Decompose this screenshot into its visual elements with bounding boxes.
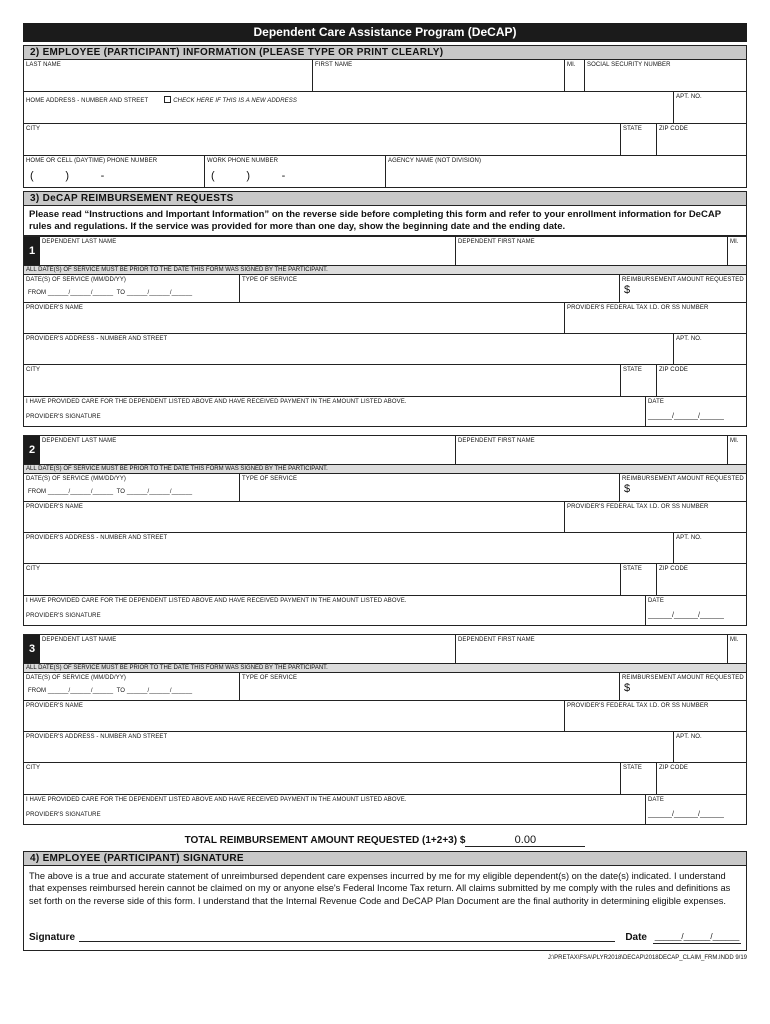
- instructions: Please read “Instructions and Important Information” on the reverse side before completing this form and refer to your enrollment information for DeCAP rules and regulations. If the service was provided for more than one day, show the beginning date and the ending date.: [23, 206, 747, 236]
- from-to-dates: FROM ______/______/______ TO ______/______/______: [28, 290, 193, 296]
- statement-box: [23, 866, 747, 951]
- provider-address-row: [23, 533, 747, 564]
- dollar-sign: $: [624, 682, 631, 694]
- provider-date-blank: ______/______/______: [648, 612, 724, 619]
- dependents-list: [23, 236, 747, 825]
- apt-label: APT. NO.: [676, 94, 702, 100]
- service-type-label: TYPE OF SERVICE: [242, 675, 298, 681]
- signature-line: [29, 931, 741, 944]
- provider-zip-field[interactable]: [657, 365, 746, 396]
- home-address-label-wrap: [26, 96, 671, 104]
- provider-address-label: PROVIDER'S ADDRESS - NUMBER AND STREET: [26, 336, 168, 342]
- provider-date-label: DATE: [648, 797, 664, 803]
- dollar-sign: $: [624, 483, 631, 495]
- tax-id-label: PROVIDER'S FEDERAL TAX I.D. OR SS NUMBER: [567, 305, 709, 311]
- provider-address-label: PROVIDER'S ADDRESS - NUMBER AND STREET: [26, 535, 168, 541]
- provider-zip-field[interactable]: [657, 763, 746, 794]
- provider-zip-field[interactable]: [657, 564, 746, 595]
- tax-id-field[interactable]: [565, 303, 746, 333]
- dependent-mi-field[interactable]: [728, 635, 746, 663]
- tax-id-label: PROVIDER'S FEDERAL TAX I.D. OR SS NUMBER: [567, 504, 709, 510]
- dependent-last-name-label: DEPENDENT LAST NAME: [42, 438, 117, 444]
- provider-signature-label: PROVIDER'S SIGNATURE: [26, 414, 101, 420]
- service-row: [23, 275, 747, 303]
- provider-row: [23, 701, 747, 732]
- dependent-last-name-field[interactable]: [40, 635, 456, 663]
- provider-signature-label: PROVIDER'S SIGNATURE: [26, 613, 101, 619]
- zip-label: ZIP CODE: [659, 126, 689, 132]
- provider-city-row: [23, 763, 747, 795]
- city-field[interactable]: [24, 124, 621, 155]
- provider-apt-label: APT. NO.: [676, 535, 702, 541]
- dependent-first-name-label: DEPENDENT FIRST NAME: [458, 438, 535, 444]
- provider-city-label: CITY: [26, 566, 41, 572]
- provider-name-field[interactable]: [24, 701, 565, 731]
- dependent-last-name-field[interactable]: [40, 237, 456, 265]
- phone-row: [23, 156, 747, 188]
- home-address-field[interactable]: [24, 92, 674, 123]
- provider-date-label: DATE: [648, 598, 664, 604]
- service-row: [23, 673, 747, 701]
- home-phone-format: ( ) -: [30, 170, 105, 182]
- certification-text: I HAVE PROVIDED CARE FOR THE DEPENDENT LISTED ABOVE AND HAVE RECEIVED PAYMENT IN THE AMOUNT LISTED ABOVE.: [26, 399, 407, 405]
- provider-date-field[interactable]: [646, 397, 746, 426]
- last-name-label: LAST NAME: [26, 62, 61, 68]
- state-label: STATE: [623, 126, 642, 132]
- provider-state-field[interactable]: [621, 564, 657, 595]
- dependent-first-name-field[interactable]: [456, 436, 728, 464]
- dependent-mi-label: MI.: [730, 438, 739, 444]
- provider-signature-field[interactable]: [24, 596, 646, 625]
- amount-field[interactable]: [620, 275, 746, 302]
- dependent-last-name-field[interactable]: [40, 436, 456, 464]
- city-row: [23, 124, 747, 156]
- tax-id-field[interactable]: [565, 701, 746, 731]
- provider-date-label: DATE: [648, 399, 664, 405]
- provider-address-row: [23, 732, 747, 763]
- date-label: Date: [625, 931, 647, 943]
- dependent-number: 2: [24, 436, 40, 464]
- amount-field[interactable]: [620, 474, 746, 501]
- provider-date-blank: ______/______/______: [648, 413, 724, 420]
- provider-state-field[interactable]: [621, 763, 657, 794]
- state-field[interactable]: [621, 124, 657, 155]
- work-phone-label: WORK PHONE NUMBER: [207, 158, 279, 164]
- new-address-label: CHECK HERE IF THIS IS A NEW ADDRESS: [173, 98, 297, 104]
- dependent-block: [23, 435, 747, 626]
- total-amount[interactable]: 0.00: [465, 834, 585, 847]
- file-path-footer: J:\PRETAX\FSA\PLYR2018\DECAP\2018DECAP_CLAIM_FRM.INDD 9/19: [547, 955, 747, 961]
- signature-field[interactable]: [79, 932, 615, 942]
- service-dates-field[interactable]: [24, 275, 240, 302]
- provider-address-field[interactable]: [24, 533, 674, 563]
- name-row: [23, 60, 747, 92]
- provider-address-label: PROVIDER'S ADDRESS - NUMBER AND STREET: [26, 734, 168, 740]
- provider-date-field[interactable]: [646, 596, 746, 625]
- service-dates-field[interactable]: [24, 474, 240, 501]
- provider-apt-label: APT. NO.: [676, 336, 702, 342]
- work-phone-field[interactable]: [205, 156, 386, 187]
- provider-city-label: CITY: [26, 765, 41, 771]
- provider-zip-label: ZIP CODE: [659, 765, 689, 771]
- provider-signature-row: [23, 596, 747, 626]
- total-label: TOTAL REIMBURSEMENT AMOUNT REQUESTED (1+2+3) $: [184, 835, 466, 846]
- provider-apt-field[interactable]: [674, 732, 746, 762]
- provider-date-field[interactable]: [646, 795, 746, 824]
- provider-signature-label: PROVIDER'S SIGNATURE: [26, 812, 101, 818]
- service-dates-label: DATE(S) OF SERVICE (MM/DD/YY): [26, 277, 127, 283]
- provider-zip-label: ZIP CODE: [659, 367, 689, 373]
- signature-label: Signature: [29, 931, 76, 943]
- service-date-notice: ALL DATE(S) OF SERVICE MUST BE PRIOR TO THE DATE THIS FORM WAS SIGNED BY THE PARTICIPANT.: [23, 465, 747, 474]
- provider-apt-label: APT. NO.: [676, 734, 702, 740]
- provider-signature-row: [23, 795, 747, 825]
- apt-field[interactable]: [674, 92, 746, 123]
- ssn-label: SOCIAL SECURITY NUMBER: [587, 62, 671, 68]
- date-field[interactable]: ______/______/______: [653, 931, 741, 944]
- service-type-field[interactable]: [240, 275, 620, 302]
- zip-field[interactable]: [657, 124, 746, 155]
- service-date-notice: ALL DATE(S) OF SERVICE MUST BE PRIOR TO THE DATE THIS FORM WAS SIGNED BY THE PARTICIPANT.: [23, 266, 747, 275]
- service-type-label: TYPE OF SERVICE: [242, 476, 298, 482]
- agency-field[interactable]: [386, 156, 746, 187]
- amount-label: REIMBURSEMENT AMOUNT REQUESTED: [622, 476, 744, 482]
- dependent-number: 3: [24, 635, 40, 663]
- dependent-last-name-label: DEPENDENT LAST NAME: [42, 637, 117, 643]
- dependent-mi-label: MI.: [730, 637, 739, 643]
- dependent-mi-label: MI.: [730, 239, 739, 245]
- provider-city-label: CITY: [26, 367, 41, 373]
- section-2-heading: 2) EMPLOYEE (PARTICIPANT) INFORMATION (PLEASE TYPE OR PRINT CLEARLY): [23, 45, 747, 60]
- service-date-notice: ALL DATE(S) OF SERVICE MUST BE PRIOR TO THE DATE THIS FORM WAS SIGNED BY THE PARTICIPANT.: [23, 664, 747, 673]
- dependent-block: [23, 634, 747, 825]
- amount-field[interactable]: [620, 673, 746, 700]
- total-row: [23, 834, 747, 848]
- service-type-label: TYPE OF SERVICE: [242, 277, 298, 283]
- provider-zip-label: ZIP CODE: [659, 566, 689, 572]
- provider-row: [23, 303, 747, 334]
- ssn-field[interactable]: [585, 60, 746, 91]
- agency-label: AGENCY NAME (NOT DIVISION): [388, 158, 482, 164]
- service-row: [23, 474, 747, 502]
- mi-label: MI.: [567, 62, 576, 68]
- statement-text: The above is a true and accurate statement of unreimbursed dependent care expenses incurred by me for my eligible dependent(s) on the date(s) indicated. I understand that expenses reimbursed herein cannot be claimed on my or anyone else's Federal Income Tax return. All claims submitted by me comply with the rules and definitions as set forth on the reverse side of this form. I understand that the Internal Revenue Code and DeCAP Plan Document are the final authority in determining eligible expenses.: [29, 871, 731, 906]
- service-dates-label: DATE(S) OF SERVICE (MM/DD/YY): [26, 675, 127, 681]
- provider-apt-field[interactable]: [674, 334, 746, 364]
- amount-label: REIMBURSEMENT AMOUNT REQUESTED: [622, 675, 744, 681]
- dependent-block: [23, 236, 747, 427]
- provider-date-blank: ______/______/______: [648, 811, 724, 818]
- form-title: Dependent Care Assistance Program (DeCAP): [23, 23, 747, 42]
- dollar-sign: $: [624, 284, 631, 296]
- provider-city-field[interactable]: [24, 763, 621, 794]
- provider-name-field[interactable]: [24, 303, 565, 333]
- section-3-heading: 3) DeCAP REIMBURSEMENT REQUESTS: [23, 191, 747, 206]
- dependent-first-name-label: DEPENDENT FIRST NAME: [458, 637, 535, 643]
- provider-name-label: PROVIDER'S NAME: [26, 305, 83, 311]
- dependent-mi-field[interactable]: [728, 436, 746, 464]
- service-dates-field[interactable]: [24, 673, 240, 700]
- provider-name-label: PROVIDER'S NAME: [26, 703, 83, 709]
- dependent-name-row: [23, 634, 747, 664]
- dependent-first-name-label: DEPENDENT FIRST NAME: [458, 239, 535, 245]
- tax-id-label: PROVIDER'S FEDERAL TAX I.D. OR SS NUMBER: [567, 703, 709, 709]
- from-to-dates: FROM ______/______/______ TO ______/______/______: [28, 489, 193, 495]
- service-type-field[interactable]: [240, 673, 620, 700]
- dependent-last-name-label: DEPENDENT LAST NAME: [42, 239, 117, 245]
- provider-address-field[interactable]: [24, 334, 674, 364]
- claim-form: [23, 23, 747, 961]
- address-row: [23, 92, 747, 124]
- home-address-label: HOME ADDRESS - NUMBER AND STREET: [26, 98, 149, 104]
- certification-text: I HAVE PROVIDED CARE FOR THE DEPENDENT LISTED ABOVE AND HAVE RECEIVED PAYMENT IN THE AMOUNT LISTED ABOVE.: [26, 598, 407, 604]
- from-to-dates: FROM ______/______/______ TO ______/______/______: [28, 688, 193, 694]
- provider-city-field[interactable]: [24, 365, 621, 396]
- work-phone-format: ( ) -: [211, 170, 286, 182]
- provider-address-row: [23, 334, 747, 365]
- dependent-number: 1: [24, 237, 40, 265]
- provider-signature-row: [23, 397, 747, 427]
- city-label: CITY: [26, 126, 41, 132]
- last-name-field[interactable]: [24, 60, 313, 91]
- provider-state-label: STATE: [623, 765, 642, 771]
- provider-name-label: PROVIDER'S NAME: [26, 504, 83, 510]
- provider-state-field[interactable]: [621, 365, 657, 396]
- provider-address-field[interactable]: [24, 732, 674, 762]
- provider-signature-field[interactable]: [24, 795, 646, 824]
- provider-city-field[interactable]: [24, 564, 621, 595]
- provider-city-row: [23, 365, 747, 397]
- provider-name-field[interactable]: [24, 502, 565, 532]
- amount-label: REIMBURSEMENT AMOUNT REQUESTED: [622, 277, 744, 283]
- dependent-first-name-field[interactable]: [456, 237, 728, 265]
- dependent-name-row: [23, 435, 747, 465]
- service-dates-label: DATE(S) OF SERVICE (MM/DD/YY): [26, 476, 127, 482]
- provider-row: [23, 502, 747, 533]
- dependent-name-row: [23, 236, 747, 266]
- dependent-first-name-field[interactable]: [456, 635, 728, 663]
- dependent-mi-field[interactable]: [728, 237, 746, 265]
- first-name-label: FIRST NAME: [315, 62, 353, 68]
- service-type-field[interactable]: [240, 474, 620, 501]
- first-name-field[interactable]: [313, 60, 565, 91]
- section-4-heading: 4) EMPLOYEE (PARTICIPANT) SIGNATURE: [23, 851, 747, 866]
- provider-city-row: [23, 564, 747, 596]
- provider-apt-field[interactable]: [674, 533, 746, 563]
- provider-signature-field[interactable]: [24, 397, 646, 426]
- new-address-checkbox[interactable]: [164, 96, 171, 103]
- tax-id-field[interactable]: [565, 502, 746, 532]
- provider-state-label: STATE: [623, 566, 642, 572]
- provider-state-label: STATE: [623, 367, 642, 373]
- home-phone-label: HOME OR CELL (DAYTIME) PHONE NUMBER: [26, 158, 158, 164]
- mi-field[interactable]: [565, 60, 585, 91]
- home-phone-field[interactable]: [24, 156, 205, 187]
- certification-text: I HAVE PROVIDED CARE FOR THE DEPENDENT LISTED ABOVE AND HAVE RECEIVED PAYMENT IN THE AMOUNT LISTED ABOVE.: [26, 797, 407, 803]
